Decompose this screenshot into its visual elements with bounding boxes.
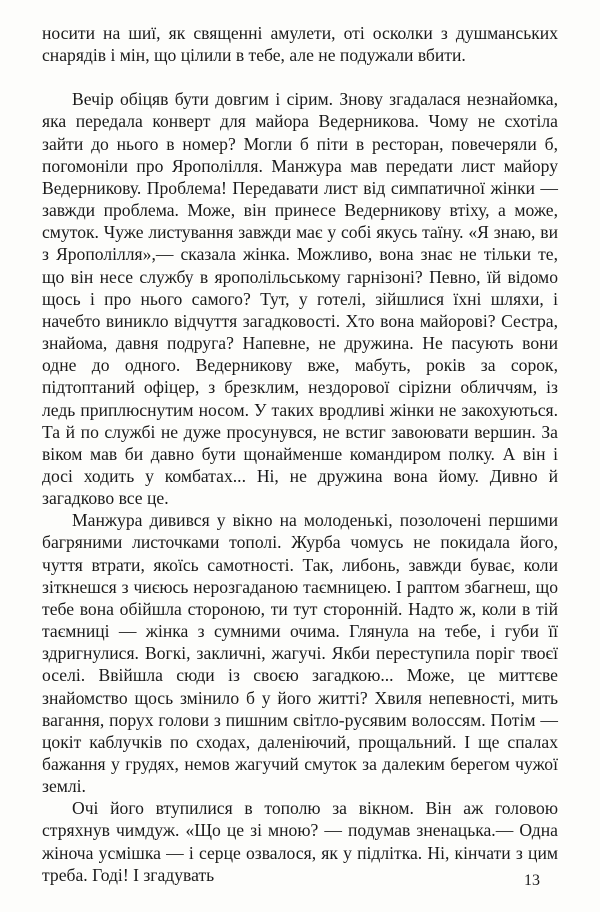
body-text	[42, 22, 558, 886]
paragraph: Вечір обіцяв бути довгим і сірим. Знову згадалася незнайомка, яка передала конверт для майора Ведерникова. Чому не схотіла зайти до нього в номер? Могли б піти в ресторан, повечеряли б, погомоніли про Ярополілля. Манжура мав передати лист майору Ведерникову. Проблема! Передавати лист від симпатичної жінки — завжди проблема. Може, він принесе Ведерникову втіху, а може, смуток. Чуже листування завжди має у собі якусь таїну. «Я знаю, ви з Ярополілля»,— сказала жінка. Можливо, вона знає не тільки те, що він несе службу в ярополільському гарнізоні? Певно, їй відомо щось і про нього самого? Тут, у готелі, зійшлися їхні шляхи, і начебто виникло відчуття загадковості. Хто вона майорові? Сестра, знайома, давня подруга? Напевне, не дружина. Не пасують вони одне до одного. Ведерникову вже, мабуть, років за сорок, підтоптаний офіцер, з брезклим, нездорової сірizни обличчям, із ледь приплюснутим носом. У таких вродливі жінки не закохуються. Та й по службі не дуже просунувся, не встиг завоювати вершин. За віком мав би давно бути щонайменше командиром полку. А він і досі ходить у комбатах... Ні, не дружина вона йому. Дивно й загадково все це.	[42, 89, 558, 509]
paragraph: Манжура дивився у вікно на молоденькі, позолочені першими багряними листочками тополі. Журба чомусь не покидала його, чуття втрати, якоїсь самотності. Так, либонь, завжди буває, коли зіткнешся з чиєюсь нерозгаданою таємницею. І раптом збагнеш, що тебе вона обійшла стороною, ти тут сторонній. Надто ж, коли в тій таємниці — жінка з сумними очима. Глянула на тебе, і губи її здригнулися. Вогкі, закличні, жагучі. Якби переступила поріг твоєї оселі. Ввійшла сюди із своєю загадкою... Може, це миттєве знайомство щось змінило б у його житті? Хвиля непевності, мить вагання, порух голови з пишним світло-русявим волоссям. Потім — цокіт каблучків по сходах, даленіючий, прощальний. І ще спалах бажання у грудях, немов жагучий смуток за далеким берегом чужої землі.	[42, 510, 558, 797]
paragraph-continuation: носити на шиї, як священні амулети, оті осколки з душманських снарядів і мін, що цілили в тебе, але не подужали вбити.	[42, 23, 558, 66]
paragraph: Очі його втупилися в тополю за вікном. Він аж головою стряхнув чимдуж. «Що це зі мною? — подумав зненацька.— Одна жіноча усмішка — і серце озвалося, як у підлітка. Ні, кінчати з цим треба. Годі! І згадувать	[42, 798, 558, 885]
page-number: 13	[524, 872, 540, 889]
